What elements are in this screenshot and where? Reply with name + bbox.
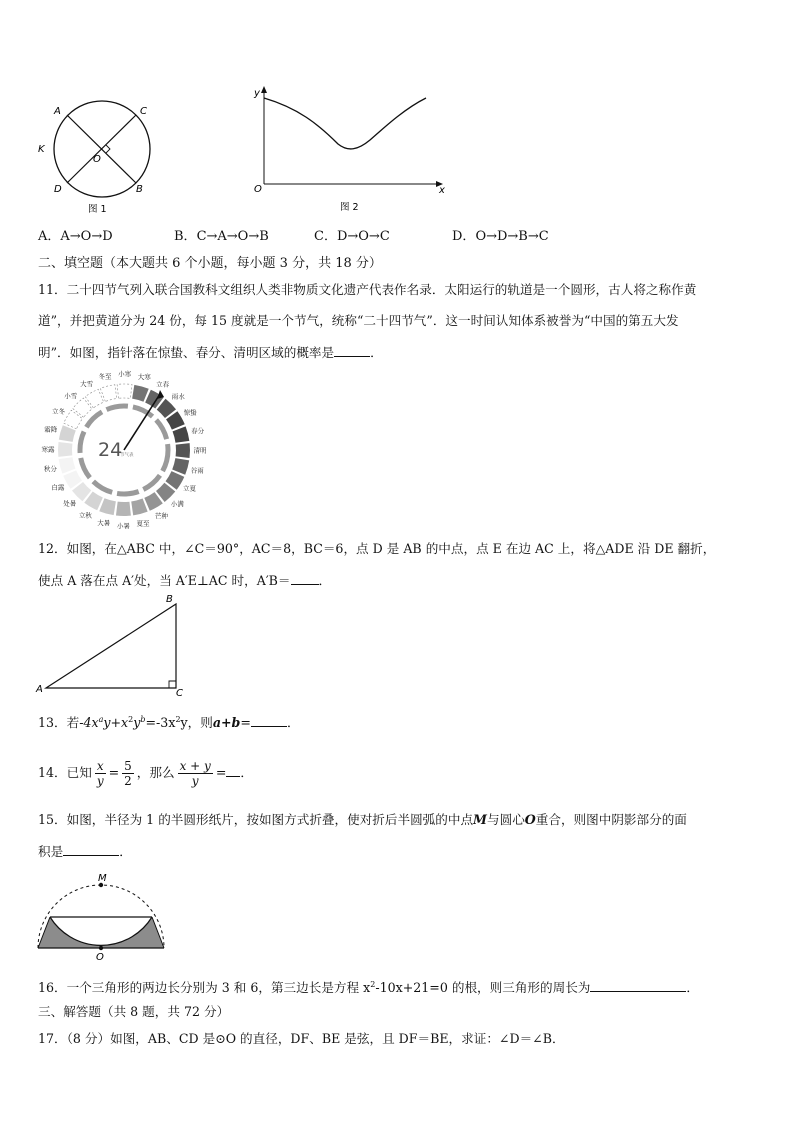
term-label: 秋分 [43,465,57,474]
term-label: 谷雨 [190,466,204,475]
term-label: 大暑 [97,519,111,528]
term-label: 立春 [156,380,170,389]
center-number: 24 [98,439,123,461]
label-origin: O [254,184,262,195]
label-c: C [176,688,183,698]
q14-answer-blank[interactable] [226,762,240,777]
q16: 16．一个三角形的两边长分别为 3 和 6，第三边长是方程 $x^2-10x+21=0$ 的根，则三角形的周长为 ． [38,975,699,998]
term-label: 处暑 [63,499,77,508]
term-segment [99,498,116,515]
q10-option-c: C．D→O→C [314,229,390,244]
shaded-region [38,917,164,948]
term-label: 小满 [170,500,184,509]
term-label: 清明 [193,446,207,455]
q13-answer-blank[interactable] [251,712,287,727]
q10-option-b: B．C→A→O→B [174,229,269,244]
term-label: 立夏 [182,484,196,493]
label-a: A [36,684,43,695]
figure-1-caption: 图 1 [88,204,107,215]
triangle-abc [46,604,176,688]
term-label: 冬至 [98,372,112,381]
fraction-x-over-y: $\frac{x}{y}$ [96,759,104,788]
term-label: 寒露 [41,445,55,454]
term-label: 大雪 [80,379,94,388]
q11-line-2: 道”，并把黄道分为 24 份，每 15 度就是一个节气，统称“二十四节气”．这一时间认知体系被誉为“中国的第五大发 [38,313,679,328]
label-d: D [54,184,62,195]
point-o [99,946,103,950]
solar-terms-wheel [36,368,216,530]
term-label: 霜降 [44,425,58,434]
q12-answer-blank[interactable] [291,570,319,585]
term-segment [58,442,72,457]
q17: 17．（8 分）如图，AB、CD 是⊙O 的直径，DF、BE 是弦，且 DF＝BE，求证：∠D＝∠B． [38,1031,565,1046]
label-x: x [439,185,445,196]
q14: 14．已知 $\frac{x}{y}$ = $\frac{5}{2}$ ，那么 $\frac{x + y}{y}$ = ． [38,759,253,788]
term-segment [176,443,190,458]
term-segment [132,385,149,402]
term-label: 惊蛰 [183,408,197,417]
label-a: A [54,106,61,117]
term-label: 立秋 [78,511,92,520]
y-axis-arrow [261,86,267,93]
term-segment [59,457,76,473]
label-o: O [96,952,104,962]
q12-line-1: 12．如图，在△ABC 中，∠C＝90°，AC＝8，BC＝6，点 D 是 AB 的中点，点 E 在边 AC 上，将△ADE 沿 DE 翻折， [38,541,716,556]
term-segment [172,458,189,475]
term-label: 雨水 [171,392,185,401]
term-label: 小雪 [64,391,78,400]
q15-line-1: 15．如图，半径为 1 的半圆形纸片，按如图方式折叠，使对折后半圆弧的中点M与圆心O重合，则图中阴影部分的面 [38,812,687,827]
q15-answer-blank[interactable] [63,841,119,856]
pointer-needle [124,394,160,450]
term-label: 小寒 [118,370,132,379]
q11-line-1: 11．二十四节气列入联合国教科文组织人类非物质文化遗产代表作名录．太阳运行的轨道是一个圆形，古人将之称作黄 [38,282,697,297]
triangle-abc-figure [34,592,194,698]
term-label: 芒种 [154,512,168,521]
label-b: B [136,184,143,195]
section-3-heading: 三、解答题（共 8 题，共 72 分） [38,1004,230,1019]
label-k: K [38,144,45,155]
graph-curve [264,98,426,149]
term-label: 大寒 [137,372,151,381]
folded-semicircle-figure [34,870,174,962]
fraction-5-over-2: $\frac{5}{2}$ [124,759,132,788]
center-subtitle: 节气表 [120,453,134,458]
label-b: B [166,594,173,605]
term-segment [100,385,116,402]
term-segment [173,426,190,442]
term-label: 立冬 [52,407,66,416]
fraction-x-plus-y-over-y: $\frac{x + y}{y}$ [179,759,211,788]
q11-line-3: 明”．如图，指针落在惊蛰、春分、清明区域的概率是 ． [38,342,383,363]
q11-answer-blank[interactable] [334,342,370,357]
label-m: M [98,873,107,884]
section-2-heading: 二、填空题（本大题共 6 个小题，每小题 3 分，共 18 分） [38,256,382,271]
term-segment [117,384,132,398]
label-c: C [140,106,147,117]
q12-line-2: 使点 A 落在点 A′处，当 A′E⊥AC 时，A′B＝ ． [38,570,331,591]
figure-2-caption: 图 2 [340,202,359,213]
q16-answer-blank[interactable] [590,977,686,992]
figure-2-graph [248,84,454,216]
right-angle-c [169,681,176,688]
term-label: 春分 [191,426,205,435]
q10-option-a: A．A→O→D [38,229,113,244]
term-label: 小暑 [116,521,130,530]
q10-option-d: D．O→D→B→C [452,229,549,244]
term-segment [59,425,76,442]
label-y: y [254,88,260,99]
term-segment [131,499,147,516]
term-label: 夏至 [136,519,150,528]
q15-line-2: 积是 ． [38,841,132,862]
term-label: 白露 [51,483,65,492]
term-segment [116,502,131,516]
figure-1-circle [30,96,160,218]
right-angle-mark [106,145,110,153]
q13: 13．若$-4x^ay+x^2y^b=-3x^2y$，则a+b= ． [38,710,300,733]
label-o: O [93,154,101,165]
